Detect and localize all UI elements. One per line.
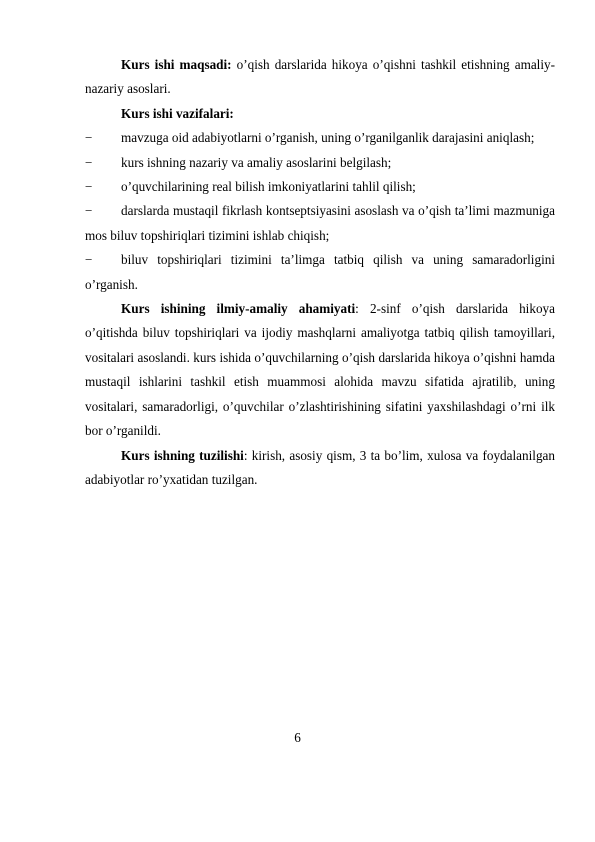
page-number: 6 [294, 730, 301, 745]
goal-heading: Kurs ishi maqsadi: [121, 57, 232, 72]
structure-heading: Kurs ishning tuzilishi [121, 447, 244, 463]
task-item [85, 175, 555, 199]
goal-text: o’qish darslarida hikoya o’qishni tashkil etishning amaliy-nazariy asoslari. [85, 57, 555, 97]
task-text: o’quvchilarining real bilish imkoniyatlarini tahlil qilish; [121, 179, 416, 195]
tasks-heading: Kurs ishi vazifalari: [121, 105, 234, 121]
significance-text: : 2-sinf o’qish darslarida hikoya o’qitishda biluv topshiriqlari va ijodiy mashqlarni amaliyotga tatbiq qilish tamoyillari, vositalari asoslandi. kurs ishida o’quvchilarning o’qish darslarida hikoya o’qishni hamda mustaqil ishlarini tashkil etish muammosi alohida mavzu sifatida ajratilib, uning vositalari, samaradorligi, o’quvchilar o’zlashtirishining sifatini yaxshilashdagi o’rni ilk bor o’rganildi. [85, 301, 555, 439]
dash-bullet: − [85, 252, 93, 268]
task-text: biluv topshiriqlari tizimini ta’limga tatbiq qilish va uning samaradorligini o’rganish. [85, 252, 555, 292]
dash-bullet: − [85, 154, 93, 170]
task-text: mavzuga oid adabiyotlarni o’rganish, uning o’rganilganlik darajasini aniqlash; [121, 130, 535, 146]
task-item [85, 126, 555, 150]
page-content [85, 53, 555, 492]
task-item [85, 199, 555, 248]
dash-bullet: − [85, 179, 93, 195]
paragraph-tasks-heading [85, 102, 555, 126]
paragraph-significance [85, 297, 555, 443]
structure-text: : kirish, asosiy qism, 3 ta bo’lim, xulosa va foydalanilgan adabiyotlar ro’yxatidan tuzilgan. [85, 447, 555, 487]
task-item [85, 248, 555, 297]
significance-heading: Kurs ishining ilmiy-amaliy ahamiyati [121, 301, 356, 317]
dash-bullet: − [85, 130, 93, 146]
task-item [85, 151, 555, 175]
task-text: kurs ishning nazariy va amaliy asoslarini belgilash; [121, 154, 392, 170]
paragraph-structure [85, 444, 555, 493]
dash-bullet: − [85, 203, 93, 219]
paragraph-goal [85, 53, 555, 102]
task-text: darslarda mustaqil fikrlash kontseptsiyasini asoslash va o’qish ta’limi mazmuniga mos biluv topshiriqlari tizimini ishlab chiqish; [85, 203, 555, 243]
